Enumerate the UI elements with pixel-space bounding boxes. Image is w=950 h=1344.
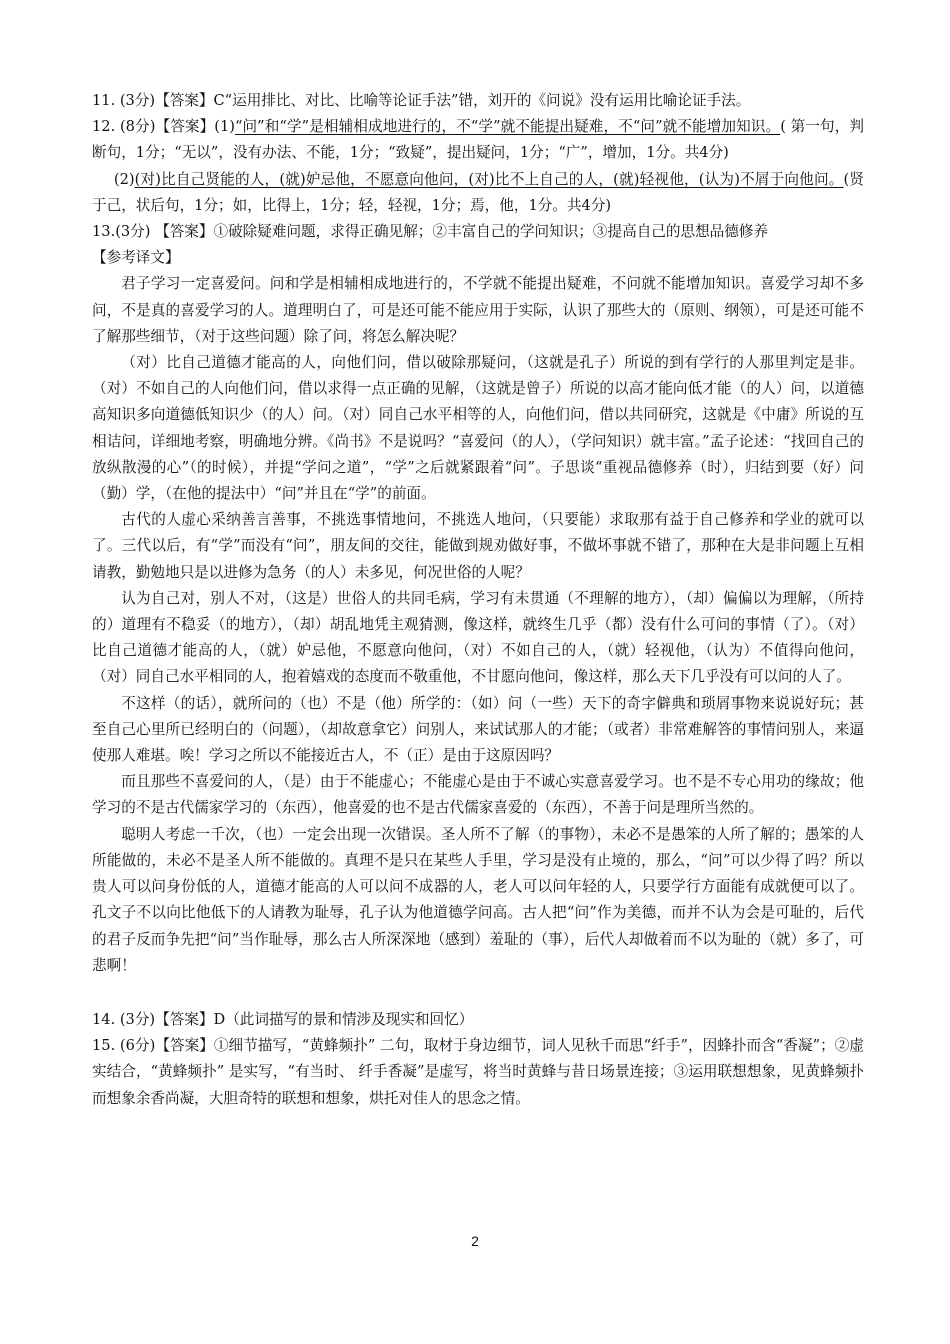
answer-14: 14. (3分)【答案】D（此词描写的景和情涉及现实和回忆） (92, 1010, 474, 1028)
answer-11: 11. (3分)【答案】C“运用排比、对比、比喻等论证手法”错，刘开的《问说》没有运用比喻论证手法。 (92, 92, 751, 109)
translation-paragraph: 而且那些不喜爱问的人，（是）由于不能虚心；不能虚心是由于不诚心实意喜爱学习。也不是不专心用功的缘故；他学习的不是古代儒家学习的（东西），他喜爱的也不是古代儒家喜爱的（东西），不善于问是理所当然的。 (92, 773, 864, 817)
translation-paragraph: 认为自己对，别人不对，（这是）世俗人的共同毛病，学习有未贯通（不理解的地方），（却）偏偏以为理解，（所持的）道理有不稳妥（的地方），（却）胡乱地凭主观猜测，像这样，就终生几乎（都）没有什么可问的事情（了）。（对）比自己道德才能高的人，（就）妒忌他，不愿意向他问，（对）不如自己的人，（就）轻视他，（认为）不值得向他问，（对）同自己水平相同的人，抱着嬉戏的态度而不敬重他，不甘愿向他问，像这样，那么天下几乎没有可以问的人了。 (92, 589, 864, 686)
answer-12-underlined-translation-1: “问”和“学”是相辅相成地进行的，不“学”就不能提出疑难，不“问”就不能增加知识。 (234, 118, 781, 136)
answer-12-underlined-translation-2: (对)比自己贤能的人，(就)妒忌他，不愿意向他问，(对)比不上自己的人，(就)轻视他，(认为)不屑于向他问。 (134, 170, 844, 188)
translation-paragraph: 君子学习一定喜爱问。问和学是相辅相成地进行的，不学就不能提出疑难，不问就不能增加知识。喜爱学习却不多问，不是真的喜爱学习的人。道理明白了，可是还可能不能应用于实际，认识了那些大的（原则、纲领），可是还可能不了解那些细节，（对于这些问题）除了问，将怎么解决呢？ (92, 275, 864, 345)
answer-12-part-2 (92, 167, 864, 219)
translation-paragraph: （对）比自己道德才能高的人，向他们问，借以破除那疑问，（这就是孔子）所说的到有学行的人那里判定是非。（对）不如自己的人向他们问，借以求得一点正确的见解，（这就是曾子）所说的以高才能向低才能（的人）问，以道德高知识多向道德低知识少（的人）问。（对）同自己水平相等的人，向他们问，借以共同研究，这就是《中庸》所说的互相诘问，详细地考察，明确地分辨。《尚书》不是说吗？“喜爱问（的人），（学问知识）就丰富。”孟子论述：“找回自己的放纵散漫的心”（的时候），并提“学问之道”，“学”之后就紧跟着“问”。子思谈“重视品德修养（时），归结到要（好）问（勤）学，（在他的提法中）“问”并且在“学”的前面。 (92, 354, 864, 503)
translation-paragraph: 古代的人虚心采纳善言善事，不挑选事情地问，不挑选人地问，（只要能）求取那有益于自己修养和学业的就可以了。三代以后，有“学”而没有“问”，朋友间的交往，能做到规劝做好事，不做坏事就不错了，那种在大是非问题上互相请教，勤勉地只是以进修为急务（的人）未多见，何况世俗的人呢？ (92, 511, 864, 581)
document-page (92, 88, 864, 1112)
answer-12-scoring-note-2: (贤于己，状后句，1分；如，比得上，1分；轻，轻视，1分；焉，他，1分。共4分) (92, 170, 864, 214)
answer-12-prefix-2: (2) (113, 170, 135, 188)
translation-heading: 【参考译文】 (92, 249, 180, 267)
answer-15: 15. (6分)【答案】①细节描写，“黄蜂频扑” 二句，取材于身边细节，词人见秋千而思“纤手”，因蜂扑而含“香凝”；②虚实结合，“黄蜂频扑” 是实写，“有当时、 纤手香凝”是虚写，将当时黄蜂与昔日场景连接；③运用联想想象，见黄蜂频扑而想象余香尚凝，大胆奇特的联想和想象，烘托对佳人的思念之情。 (92, 1037, 864, 1107)
answer-12-scoring-note-1: ( 第一句，判断句，1分；“无以”，没有办法、不能，1分；“致疑”，提出疑问，1分；“广”，增加，1分。共4分) (92, 118, 864, 162)
answer-12-prefix: 12. (8分)【答案】(1) (92, 118, 235, 136)
translation-paragraph: 聪明人考虑一千次，（也）一定会出现一次错误。圣人所不了解（的事物），未必不是愚笨的人所了解的；愚笨的人所能做的，未必不是圣人所不能做的。真理不是只在某些人手里，学习是没有止境的，那么，“问”可以少得了吗？所以贵人可以问身份低的人，道德才能高的人可以问不成器的人，老人可以问年轻的人，只要学行方面能有成就便可以了。孔文子不以向比他低下的人请教为耻辱，孔子认为他道德学问高。古人把“问”作为美德，而并不认为会是可耻的，后代的君子反而争先把“问”当作耻辱，那么古人所深深地（感到）羞耻的（事），后代人却做着而不以为耻的（就）多了，可悲啊！ (92, 825, 864, 974)
section-spacer (92, 979, 864, 1007)
translation-paragraph: 不这样（的话），就所问的（也）不是（他）所学的：（如）问（一些）天下的奇字僻典和琐屑事物来说说好玩；甚至自己心里所已经明白的（问题），（却故意拿它）问别人，来试试那人的才能；（或者）非常难解答的事情问别人，来逼使那人难堪。唉！学习之所以不能接近古人，不（正）是由于这原因吗？ (92, 694, 864, 765)
answer-13: 13.(3分) 【答案】①破除疑难问题，求得正确见解；②丰富自己的学问知识；③提高自己的思想品德修养 (92, 223, 769, 241)
page-number: 2 (471, 1233, 479, 1249)
answer-12-part-1 (92, 114, 864, 166)
